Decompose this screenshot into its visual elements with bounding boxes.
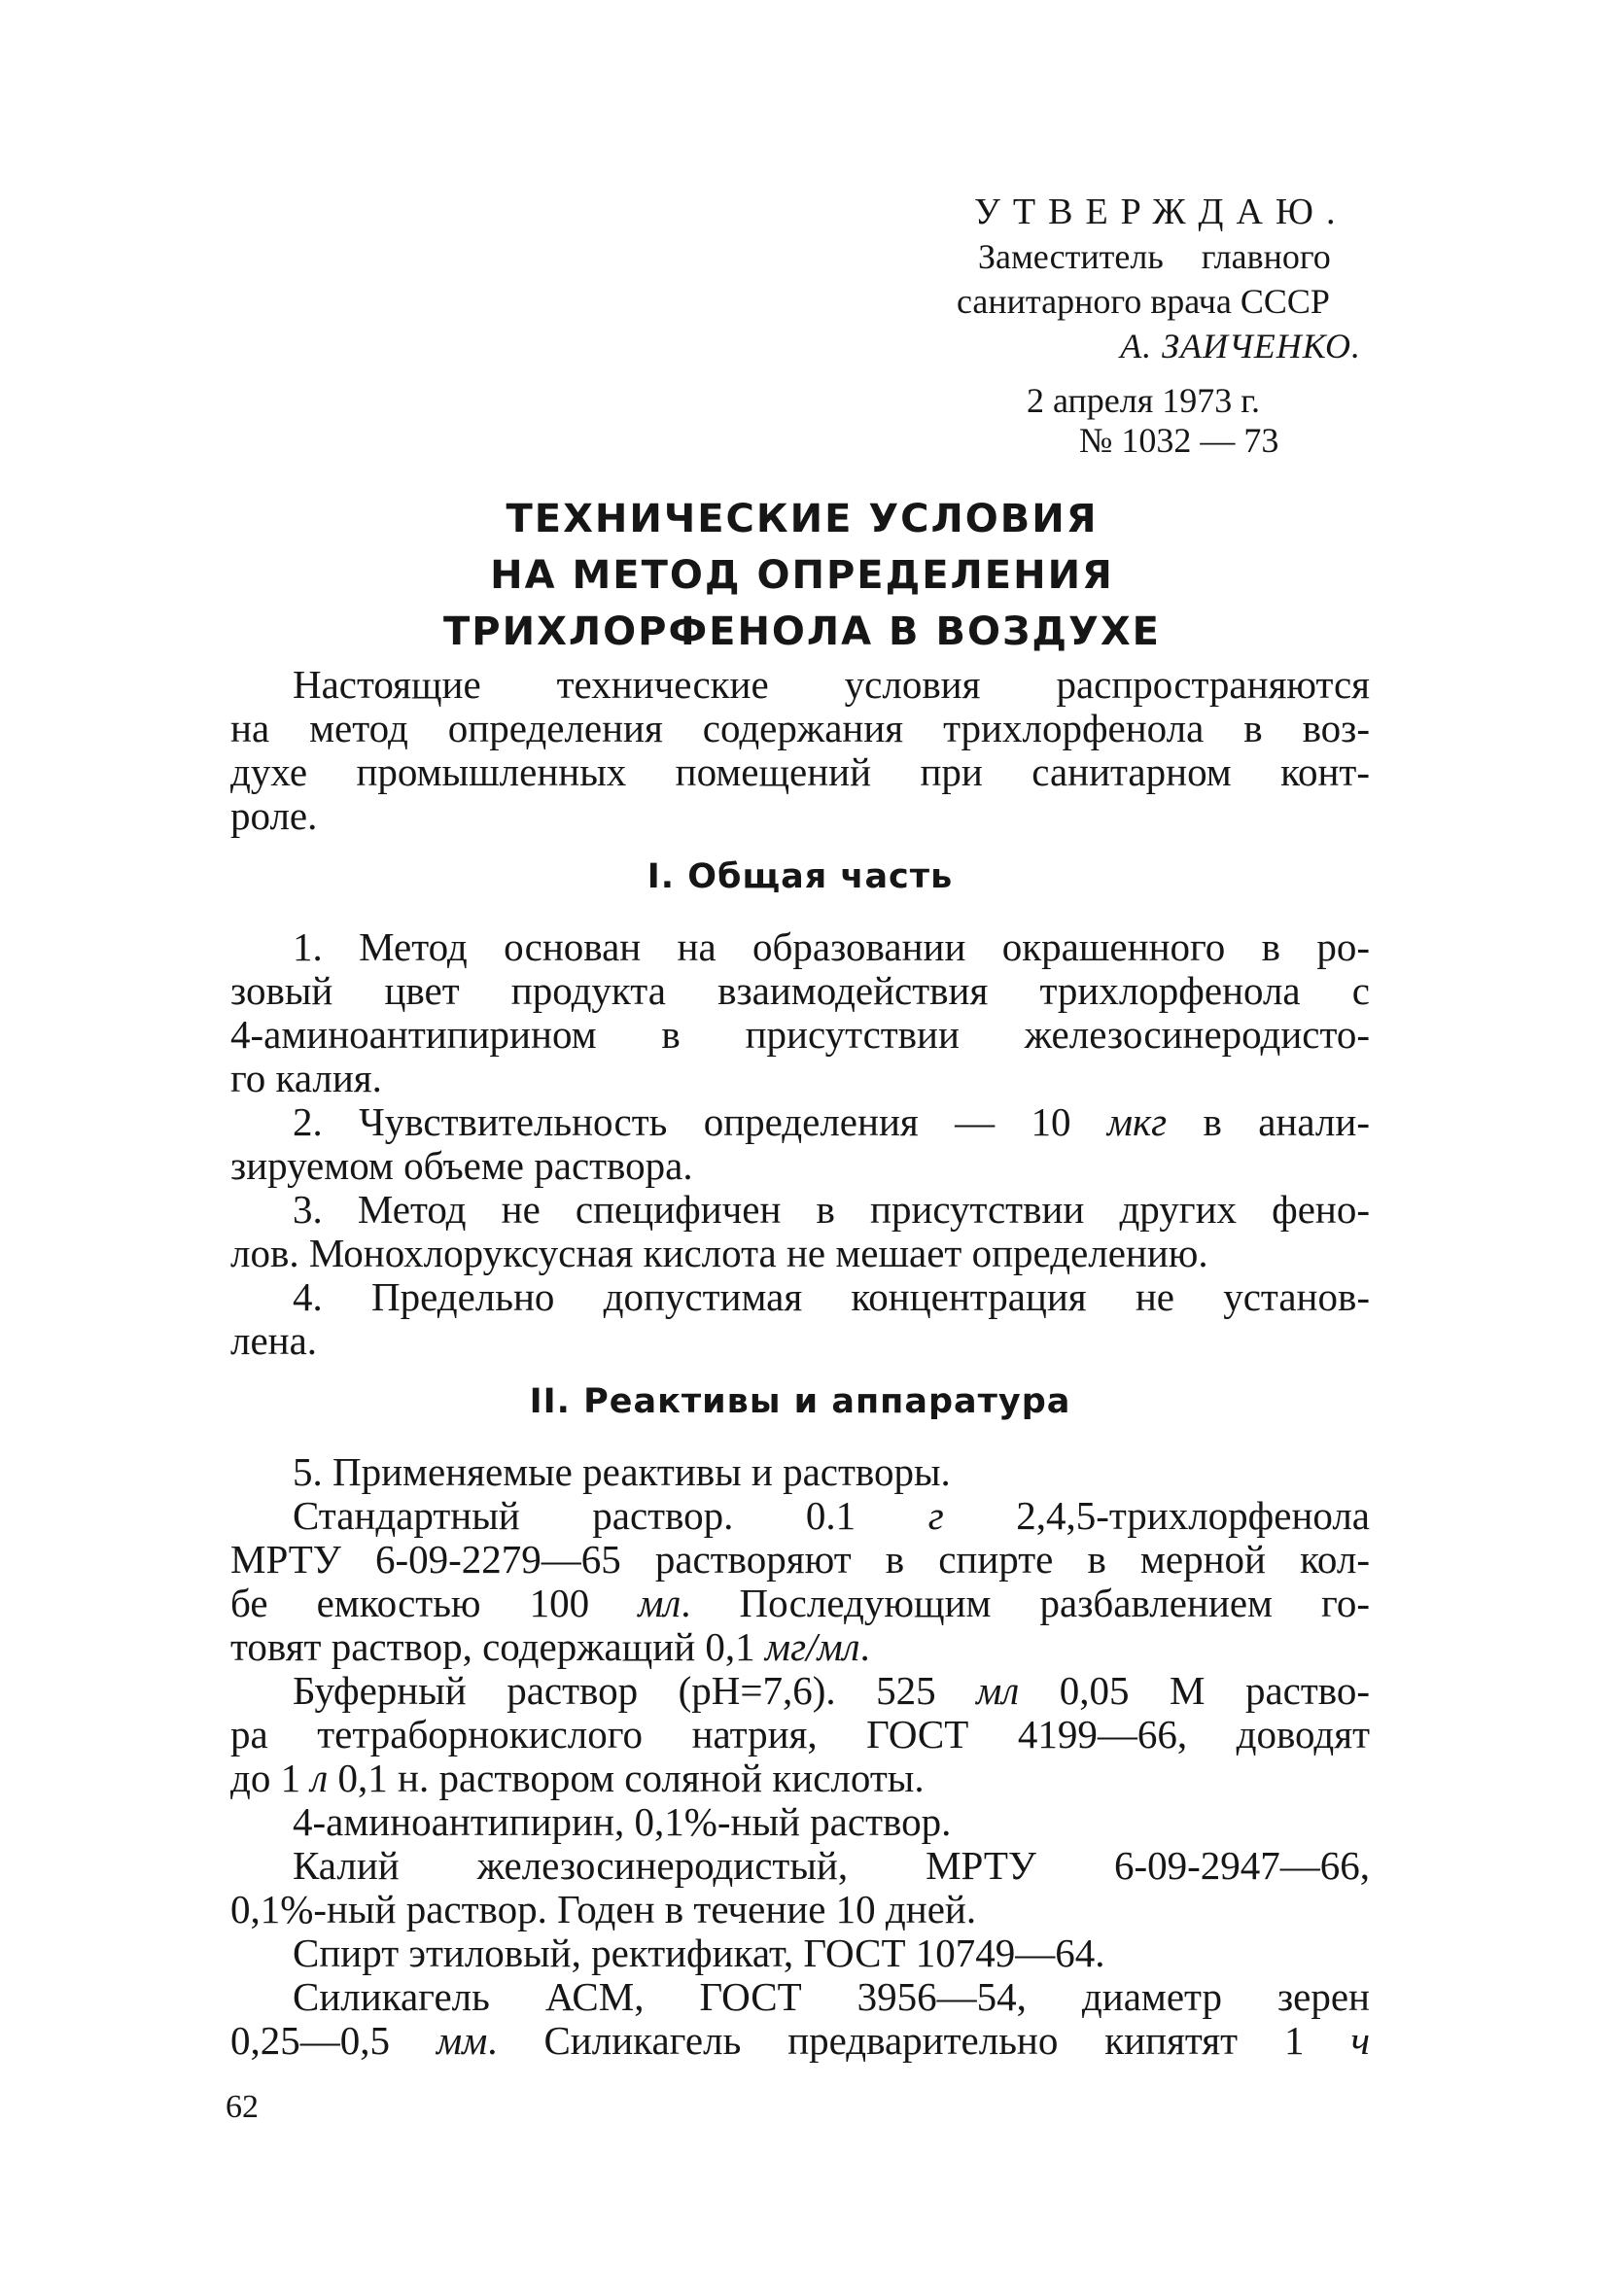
- item-5-paragraph: [230, 1450, 1370, 1494]
- standard-line-4: [230, 1625, 1370, 1669]
- unit-mkg: мкг: [1106, 1099, 1168, 1144]
- item-1-line-2: зовый цвет продукта взаимодействия трихлорфенола с: [230, 968, 1370, 1013]
- potassium-paragraph: [230, 1844, 1370, 1931]
- unit-ml-2: мл: [976, 1668, 1020, 1713]
- aminoantipyrine-paragraph: [230, 1800, 1370, 1844]
- aminoantipyrine-line: 4-аминоантипирин, 0,1%-ный раствор.: [293, 1799, 952, 1844]
- intro-paragraph: [230, 663, 1370, 838]
- item-1-line-4: го калия.: [230, 1056, 382, 1100]
- title-line-3: ТРИХЛОРФЕНОЛА В ВОЗДУХЕ: [443, 609, 1161, 654]
- item-3-paragraph: [230, 1188, 1370, 1275]
- silica-paragraph: [230, 1975, 1370, 2063]
- approval-block: [953, 190, 1390, 458]
- buffer-text-a: Буферный раствор (рН=7,6). 525: [293, 1668, 977, 1713]
- approval-date: 2 апреля 1973 г.: [1027, 381, 1260, 420]
- intro-line-4: роле.: [230, 793, 318, 838]
- item-2-line-1: [230, 1100, 1370, 1144]
- page-number: 62: [226, 2089, 259, 2125]
- ethanol-line: Спирт этиловый, ректификат, ГОСТ 10749—64.: [293, 1931, 1105, 1975]
- buffer-text-c: до 1: [230, 1756, 311, 1800]
- item-3-line-2: лов. Монохлоруксусная кислота не мешает определению.: [230, 1231, 1208, 1275]
- item-4-line-1: 4. Предельно допустимая концентрация не установ-: [293, 1274, 1370, 1319]
- standard-line-3: [230, 1582, 1370, 1625]
- buffer-line-3: [230, 1757, 1370, 1800]
- intro-line-1: Настоящие технические условия распространяются: [293, 662, 1370, 707]
- approver-position-line1: Заместитель главного: [978, 237, 1331, 276]
- intro-line-3: духе промышленных помещений при санитарном конт-: [230, 749, 1370, 794]
- silica-line-1: Силикагель АСМ, ГОСТ 3956—54, диаметр зерен: [293, 1974, 1370, 2019]
- standard-text-e: товят раствор, содержащий 0,1: [230, 1624, 765, 1669]
- item-4-line-2: лена.: [230, 1318, 318, 1363]
- item-1-paragraph: [230, 925, 1370, 1100]
- unit-l: л: [310, 1756, 329, 1800]
- unit-ml: мл: [638, 1581, 682, 1625]
- intro-line-2: на метод определения содержания трихлорфенола в воз-: [230, 706, 1370, 750]
- section-2-heading: II. Реактивы и аппаратура: [529, 1382, 1071, 1421]
- item-2-line-2: зируемом объеме раствора.: [230, 1143, 693, 1188]
- document-title: [233, 491, 1371, 660]
- item-3-line-1: 3. Метод не специфичен в присутствии других фено-: [293, 1187, 1370, 1232]
- buffer-line-2: ра тетраборнокислого натрия, ГОСТ 4199—66, доводят: [230, 1712, 1370, 1757]
- potassium-line-1: Калий железосинеродистый, МРТУ 6-09-2947—66,: [293, 1843, 1370, 1888]
- buffer-line-1: [230, 1669, 1370, 1713]
- standard-text-a: Стандартный раствор. 0.1: [293, 1493, 928, 1538]
- unit-h: ч: [1350, 2018, 1371, 2063]
- section-1-heading: I. Общая часть: [647, 857, 954, 896]
- unit-mg-ml: мг/мл: [764, 1624, 860, 1669]
- buffer-solution-paragraph: [230, 1669, 1370, 1800]
- approval-heading: УТВЕРЖДАЮ.: [974, 191, 1348, 232]
- buffer-text-d: 0,1 н. раствором соляной кислоты.: [328, 1756, 925, 1800]
- silica-text-a: 0,25—0,5: [230, 2018, 437, 2063]
- item-2-text-b: в анали-: [1167, 1099, 1370, 1144]
- unit-g: г: [927, 1493, 944, 1538]
- standard-text-b: 2,4,5-трихлорфенола: [943, 1493, 1371, 1538]
- standard-line-1: [230, 1494, 1370, 1538]
- standard-text-f: .: [859, 1624, 870, 1669]
- silica-text-b: . Силикагель предварительно кипятят 1: [487, 2018, 1351, 2063]
- unit-mm: мм: [436, 2018, 488, 2063]
- potassium-line-2: 0,1%-ный раствор. Годен в течение 10 дней.: [230, 1887, 977, 1931]
- item-1-line-1: 1. Метод основан на образовании окрашенного в ро-: [293, 924, 1370, 969]
- document-body: [230, 663, 1370, 2063]
- approver-name: А. ЗАИЧЕНКО.: [1120, 327, 1361, 365]
- silica-line-2: [230, 2019, 1370, 2063]
- standard-solution-paragraph: [230, 1494, 1370, 1669]
- item-1-line-3: 4-аминоантипирином в присутствии железосинеродисто-: [230, 1012, 1370, 1057]
- approver-position-line2: санитарного врача СССР: [957, 282, 1330, 321]
- buffer-text-b: 0,05 М раство-: [1019, 1668, 1370, 1713]
- title-line-2: НА МЕТОД ОПРЕДЕЛЕНИЯ: [490, 553, 1114, 598]
- item-2-paragraph: [230, 1100, 1370, 1188]
- item-2-text-a: 2. Чувствительность определения — 10: [293, 1099, 1107, 1144]
- ethanol-paragraph: [230, 1931, 1370, 1975]
- title-line-1: ТЕХНИЧЕСКИЕ УСЛОВИЯ: [506, 497, 1099, 541]
- standard-text-d: . Последующим разбавлением го-: [681, 1581, 1370, 1625]
- item-5-line: 5. Применяемые реактивы и растворы.: [293, 1449, 951, 1494]
- standard-text-c: бе емкостью 100: [230, 1581, 639, 1625]
- standard-line-2: МРТУ 6-09-2279—65 растворяют в спирте в мерной кол-: [230, 1537, 1370, 1582]
- item-4-paragraph: [230, 1275, 1370, 1363]
- approval-number: № 1032 — 73: [1079, 421, 1279, 460]
